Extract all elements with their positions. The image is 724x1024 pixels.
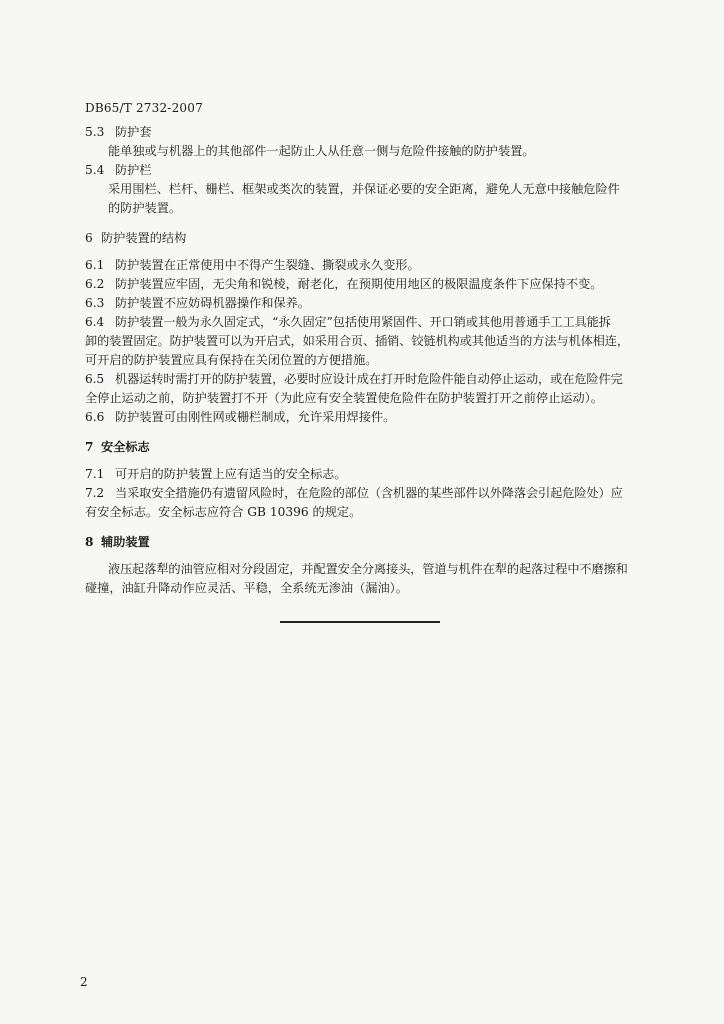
clause-number: 6.6 <box>85 410 105 424</box>
clause-6-1 <box>85 257 420 273</box>
section-number: 7 <box>85 440 94 454</box>
clause-7-2-continuation: 有安全标志。安全标志应符合 GB 10396 的规定。 <box>85 505 362 519</box>
clause-6-3 <box>85 295 310 311</box>
section-number: 8 <box>85 535 94 549</box>
clause-text: 可开启的防护装置上应有适当的安全标志。 <box>115 467 347 481</box>
section-5-3-body: 能单独或与机器上的其他部件一起防止人从任意一侧与危险件接触的防护装置。 <box>108 144 535 158</box>
clause-number: 7.2 <box>85 486 105 500</box>
clause-number: 6.4 <box>85 315 105 329</box>
section-number: 6 <box>85 231 93 245</box>
clause-text: 防护装置一般为永久固定式，“永久固定”包括使用紧固件、开口销或其他用普通手工工具能拆 <box>115 315 611 329</box>
clause-text: 防护装置不应妨碍机器操作和保养。 <box>115 296 310 310</box>
clause-6-4 <box>85 314 611 330</box>
section-8-body-line: 碰撞，油缸升降动作应灵活、平稳，全系统无渗油（漏油）。 <box>85 581 408 595</box>
clause-number: 6.5 <box>85 372 105 386</box>
clause-number: 6.3 <box>85 296 105 310</box>
section-title: 防护套 <box>115 125 152 139</box>
section-title: 辅助装置 <box>101 535 150 549</box>
section-title: 防护栏 <box>115 163 152 177</box>
document-id: DB65/T 2732-2007 <box>85 101 203 115</box>
section-5-4-heading <box>85 162 152 178</box>
clause-6-2 <box>85 276 603 292</box>
page-number: 2 <box>80 975 88 989</box>
section-number: 5.3 <box>85 125 105 139</box>
section-6-heading <box>85 230 186 246</box>
end-of-document-rule <box>280 621 440 623</box>
clause-7-2 <box>85 485 623 501</box>
clause-number: 7.1 <box>85 467 105 481</box>
section-title: 防护装置的结构 <box>101 231 187 245</box>
clause-text: 防护装置在正常使用中不得产生裂缝、撕裂或永久变形。 <box>115 258 420 272</box>
clause-text: 防护装置应牢固，无尖角和锐棱，耐老化，在预期使用地区的极限温度条件下应保持不变。 <box>115 277 603 291</box>
clause-6-4-continuation: 卸的装置固定。防护装置可以为开启式，如采用合页、插销、铰链机构或其他适当的方法与机体相连， <box>85 334 629 348</box>
clause-number: 6.2 <box>85 277 105 291</box>
section-5-3-heading <box>85 124 152 140</box>
clause-6-6 <box>85 409 395 425</box>
section-8-body-line: 液压起落犁的油管应相对分段固定，并配置安全分离接头，管道与机件在犁的起落过程中不磨擦和 <box>108 562 628 576</box>
section-title: 安全标志 <box>101 440 150 454</box>
clause-6-4-continuation: 可开启的防护装置应具有保持在关闭位置的方便措施。 <box>85 353 378 367</box>
clause-text: 防护装置可由刚性网或栅栏制成，允许采用焊接件。 <box>115 410 396 424</box>
section-5-4-body-line: 采用围栏、栏杆、栅栏、框架或类次的装置，并保证必要的安全距离，避免人无意中接触危险件 <box>108 182 620 196</box>
clause-text: 机器运转时需打开的防护装置，必要时应设计成在打开时危险件能自动停止运动，或在危险件完 <box>115 372 623 386</box>
section-7-heading <box>85 439 150 455</box>
clause-6-5-continuation: 全停止运动之前，防护装置打不开（为此应有安全装置使危险件在防护装置打开之前停止运动）。 <box>85 391 603 405</box>
clause-number: 6.1 <box>85 258 105 272</box>
section-5-4-body-line: 的防护装置。 <box>108 201 182 215</box>
clause-text: 当采取安全措施仍有遗留风险时，在危险的部位（含机器的某些部件以外降落会引起危险处）应 <box>115 486 623 500</box>
section-8-heading <box>85 534 150 550</box>
section-number: 5.4 <box>85 163 105 177</box>
clause-7-1 <box>85 466 347 482</box>
clause-6-5 <box>85 371 623 387</box>
